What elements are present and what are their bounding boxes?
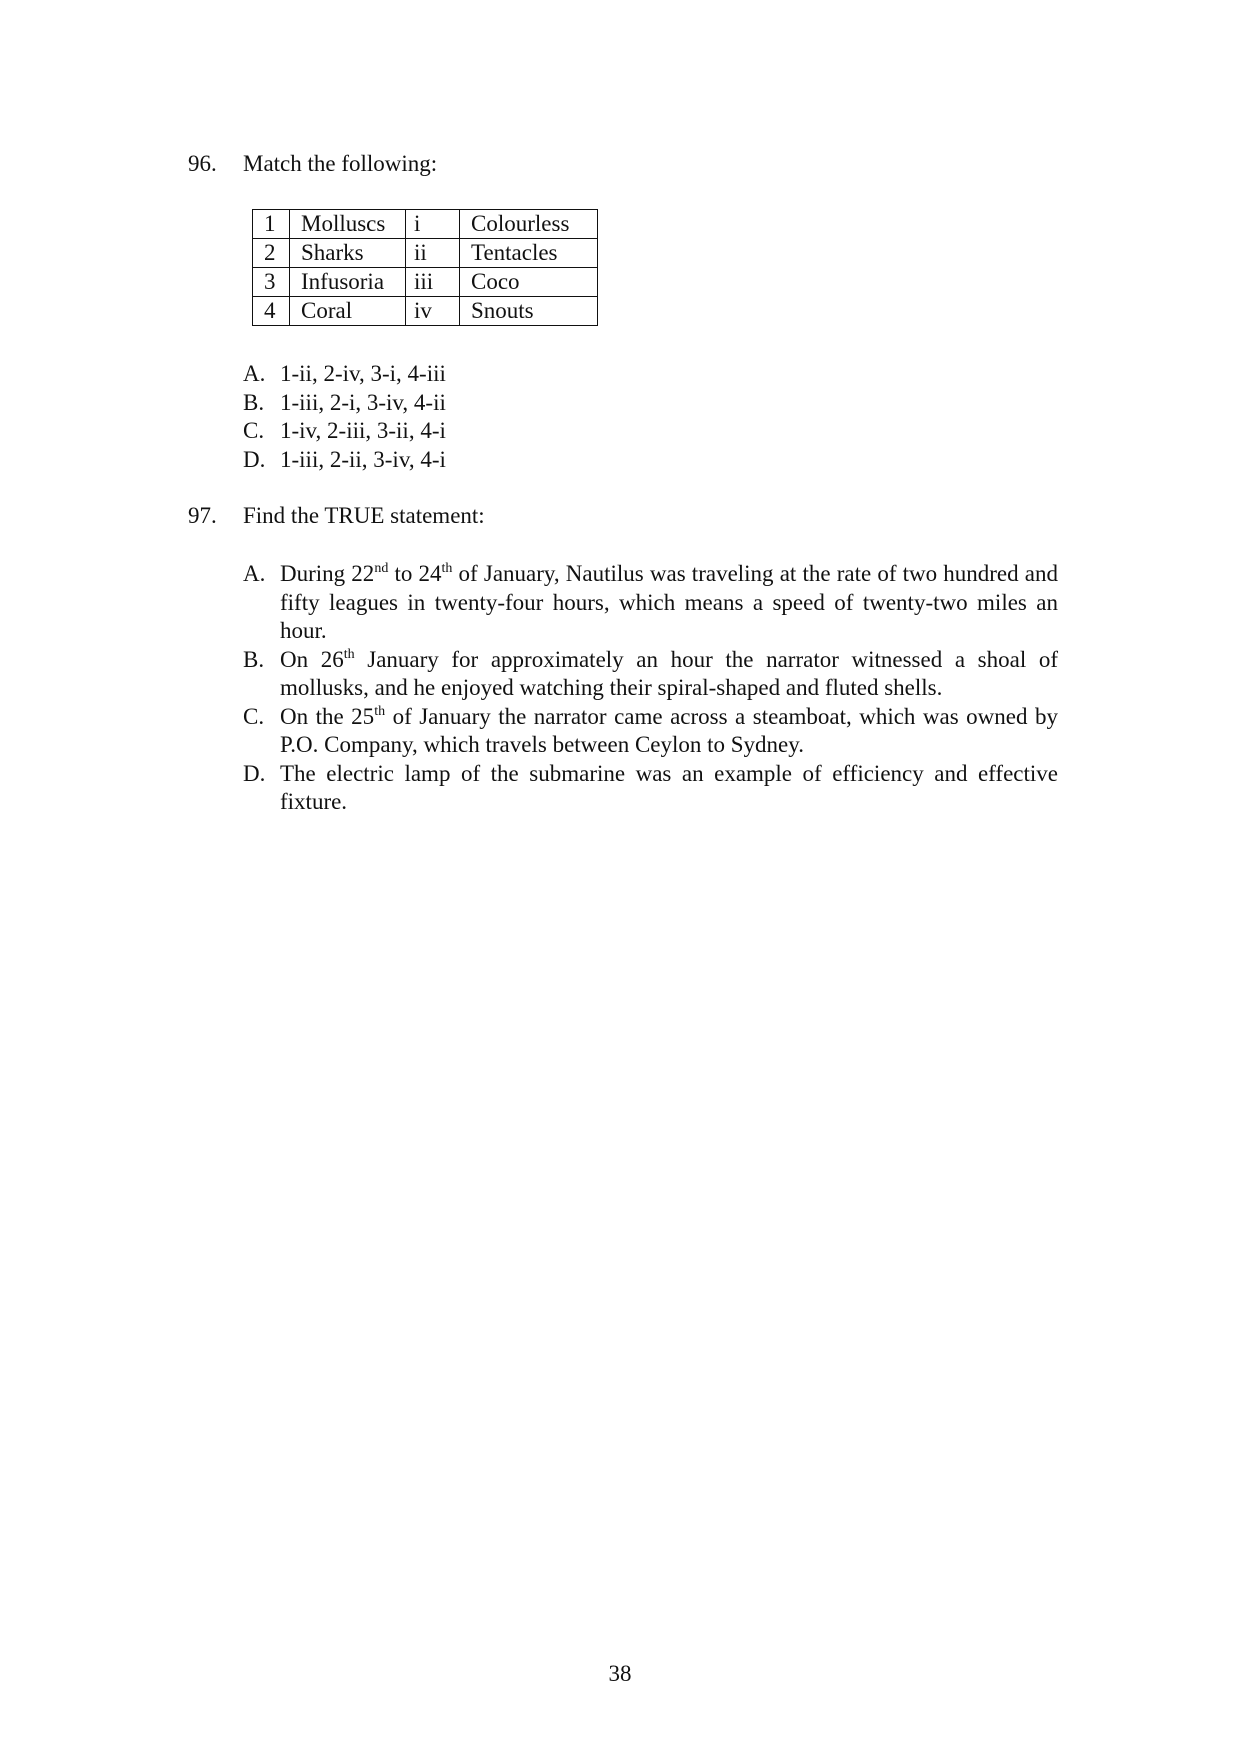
question-prompt: Find the TRUE statement:	[243, 503, 485, 528]
question-number: 97.	[188, 503, 217, 528]
option-letter: C.	[243, 703, 265, 729]
option-text: 1-iii, 2-ii, 3-iv, 4-i	[280, 446, 446, 472]
table-cell: 3	[253, 268, 290, 297]
table-cell: 2	[253, 239, 290, 268]
option-letter: B.	[243, 389, 265, 415]
table-cell: 4	[253, 297, 290, 326]
table-row	[253, 239, 598, 268]
table-cell: iii	[406, 268, 460, 297]
option-b	[243, 646, 1058, 703]
option-text: of January, Nautilus was traveling at the rate of two hundred and fifty leagues in twenty-four hours, which means a speed of twenty-two miles an hour.	[280, 561, 1059, 643]
option-text: of January the narrator came across a steamboat, which was owned by P.O. Company, which travels between Ceylon to Sydney.	[280, 703, 1058, 757]
table-cell: Snouts	[460, 297, 598, 326]
superscript: th	[374, 703, 386, 719]
option-letter: D.	[243, 446, 266, 472]
option-text: During 22	[280, 561, 375, 586]
table-cell: Tentacles	[460, 239, 598, 268]
option-text: On 26	[280, 646, 344, 672]
option-text: to 24	[388, 561, 442, 586]
option-letter: A.	[243, 561, 266, 586]
superscript: th	[343, 646, 355, 662]
option-letter: B.	[243, 646, 265, 672]
superscript: th	[441, 561, 453, 576]
table-row	[253, 297, 598, 326]
page-number: 38	[608, 1661, 632, 1686]
table-cell: Molluscs	[290, 210, 406, 239]
option-text: 1-iii, 2-i, 3-iv, 4-ii	[280, 389, 446, 415]
option-letter: A.	[243, 361, 266, 386]
option-letter: D.	[243, 760, 266, 786]
option-text: 1-iv, 2-iii, 3-ii, 4-i	[280, 418, 446, 443]
table-cell: iv	[406, 297, 460, 326]
table-cell: i	[406, 210, 460, 239]
question-prompt: Match the following:	[243, 151, 438, 176]
table-row	[253, 268, 598, 297]
question-96-options	[243, 360, 446, 474]
option-text: The electric lamp of the submarine was an example of efficiency and effective fixture.	[280, 760, 1058, 814]
option-c	[243, 417, 446, 446]
table-cell: ii	[406, 239, 460, 268]
question-number: 96.	[188, 151, 217, 176]
question-97-options	[243, 560, 1058, 817]
table-row	[253, 210, 598, 239]
option-d	[243, 760, 1058, 817]
table-cell: Colourless	[460, 210, 598, 239]
option-text: On the 25	[280, 703, 375, 729]
table-cell: Coco	[460, 268, 598, 297]
option-a	[243, 560, 1058, 646]
option-b	[243, 389, 446, 418]
option-text: January for approximately an hour the narrator witnessed a shoal of mollusks, and he enjoyed watching their spiral-shaped and fluted shells.	[280, 646, 1058, 700]
table-cell: Sharks	[290, 239, 406, 268]
table-cell: Coral	[290, 297, 406, 326]
option-c	[243, 703, 1058, 760]
table-cell: 1	[253, 210, 290, 239]
table-cell: Infusoria	[290, 268, 406, 297]
option-letter: C.	[243, 418, 265, 443]
option-a	[243, 360, 446, 389]
option-d	[243, 446, 446, 475]
superscript: nd	[374, 561, 389, 576]
option-text: 1-ii, 2-iv, 3-i, 4-iii	[280, 361, 446, 386]
match-table	[252, 209, 598, 326]
